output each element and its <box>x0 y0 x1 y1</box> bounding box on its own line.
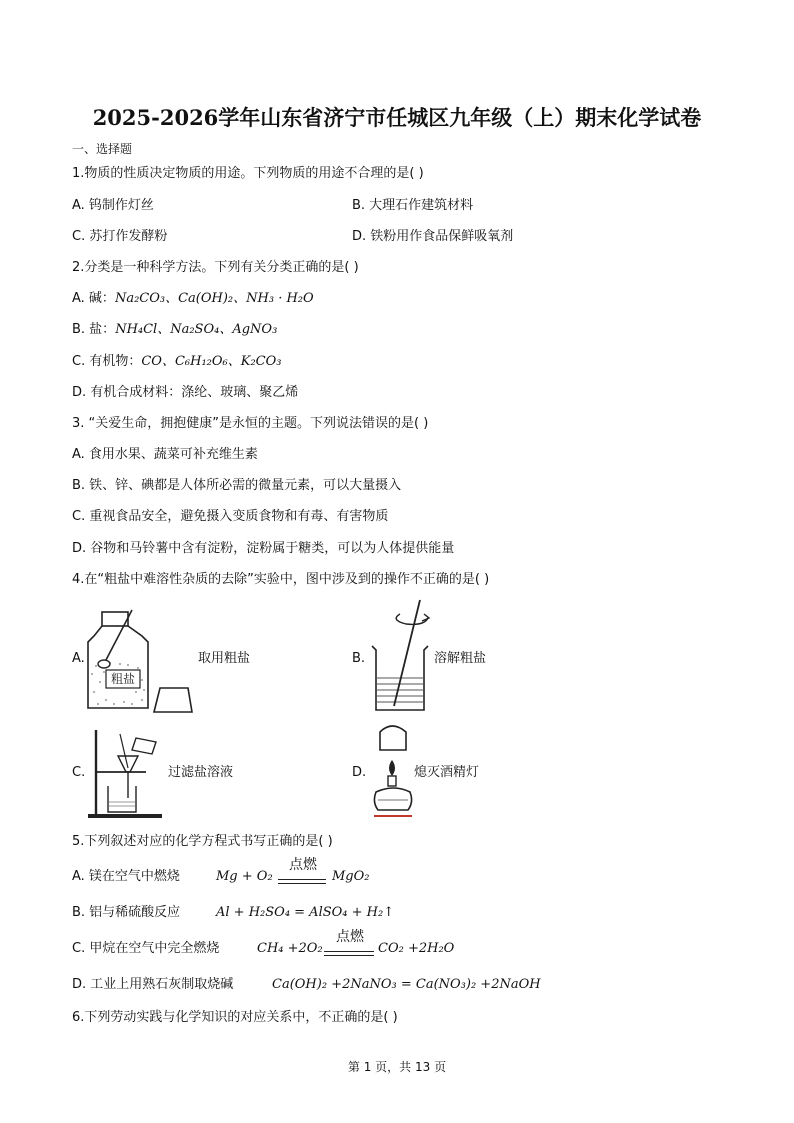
question-4-option-c-caption: 过滤盐溶液 <box>168 765 234 780</box>
question-4-option-d-caption: 熄灭酒精灯 <box>414 765 480 780</box>
question-1-option-a: A. 钨制作灯丝 <box>72 198 154 213</box>
equation-a-right: MgO₂ <box>332 869 370 884</box>
question-5-stem: 5.下列叙述对应的化学方程式书写正确的是( ) <box>72 834 333 849</box>
question-3-option-c: C. 重视食品安全，避免摄入变质食物和有毒、有害物质 <box>72 509 389 524</box>
option-label: B. 盐： <box>72 322 116 337</box>
salt-jar-illustration <box>84 608 194 714</box>
formula-list: NH₄Cl、Na₂SO₄、AgNO₃ <box>115 322 278 337</box>
question-4-option-b-caption: 溶解粗盐 <box>434 651 487 666</box>
page-footer: 第 1 页，共 13 页 <box>347 1060 447 1074</box>
question-4-stem: 4.在“粗盐中难溶性杂质的去除”实验中，图中涉及到的操作不正确的是( ) <box>72 572 490 587</box>
question-3-stem: 3. “关爱生命，拥抱健康”是永恒的主题。下列说法错误的是( ) <box>72 416 429 431</box>
question-2-option-b <box>72 322 277 338</box>
question-1-option-b: B. 大理石作建筑材料 <box>352 198 474 213</box>
question-5-option-d-text: D. 工业上用熟石灰制取烧碱 <box>72 977 234 992</box>
question-1-option-c: C. 苏打作发酵粉 <box>72 229 168 244</box>
question-4-option-a-letter: A. <box>72 651 85 666</box>
question-3-option-a: A. 食用水果、蔬菜可补充维生素 <box>72 447 258 462</box>
alcohol-lamp-illustration <box>368 722 418 820</box>
question-2-option-c <box>72 354 281 370</box>
question-4-option-b-letter: B. <box>352 651 366 666</box>
section-heading: 一、选择题 <box>72 142 133 156</box>
equation-c-right: CO₂ +2H₂O <box>378 941 455 956</box>
equation-c-arrow-line-2 <box>324 955 374 956</box>
question-3-option-b: B. 铁、锌、碘都是人体所必需的微量元素，可以大量摄入 <box>72 478 402 493</box>
equation-c-left: CH₄ +2O₂ <box>257 941 323 956</box>
formula-list: Na₂CO₃、Ca(OH)₂、NH₃ · H₂O <box>114 291 314 306</box>
jar-label: 粗盐 <box>110 672 136 686</box>
filtration-illustration <box>84 728 166 820</box>
equation-a-arrow-line-2 <box>278 883 326 884</box>
question-5-option-a-text: A. 镁在空气中燃烧 <box>72 869 180 884</box>
formula-list: CO、C₆H₁₂O₆、K₂CO₃ <box>141 354 282 369</box>
question-4-option-c-letter: C. <box>72 765 86 780</box>
question-2-stem: 2.分类是一种科学方法。下列有关分类正确的是( ) <box>72 260 359 275</box>
equation-b: Al + H₂SO₄ = AlSO₄ + H₂↑ <box>216 905 395 920</box>
question-5-option-b-text: B. 铝与稀硫酸反应 <box>72 905 181 920</box>
question-1-stem: 1.物质的性质决定物质的用途。下列物质的用途不合理的是( ) <box>72 166 424 181</box>
option-label: A. 碱： <box>72 291 115 306</box>
equation-a-condition: 点燃 <box>289 857 317 873</box>
equation-c-condition: 点燃 <box>336 929 364 945</box>
question-1-option-d: D. 铁粉用作食品保鲜吸氧剂 <box>352 229 514 244</box>
question-2-option-d: D. 有机合成材料：涤纶、玻璃、聚乙烯 <box>72 385 299 400</box>
equation-a-left: Mg + O₂ <box>216 869 273 884</box>
question-5-option-c-text: C. 甲烷在空气中完全燃烧 <box>72 941 220 956</box>
equation-a-arrow-line-1 <box>278 879 326 880</box>
option-label: C. 有机物： <box>72 354 142 369</box>
question-4-option-a-caption: 取用粗盐 <box>198 651 251 666</box>
question-4-option-d-letter: D. <box>352 765 367 780</box>
page-title: 2025-2026学年山东省济宁市任城区九年级（上）期末化学试卷 <box>92 105 702 130</box>
question-3-option-d: D. 谷物和马铃薯中含有淀粉，淀粉属于糖类，可以为人体提供能量 <box>72 541 455 556</box>
beaker-stirring-illustration <box>366 598 436 716</box>
question-2-option-a <box>72 291 314 307</box>
equation-c-arrow-line-1 <box>324 951 374 952</box>
equation-d: Ca(OH)₂ +2NaNO₃ = Ca(NO₃)₂ +2NaOH <box>272 977 541 992</box>
question-6-stem: 6.下列劳动实践与化学知识的对应关系中，不正确的是( ) <box>72 1010 398 1025</box>
